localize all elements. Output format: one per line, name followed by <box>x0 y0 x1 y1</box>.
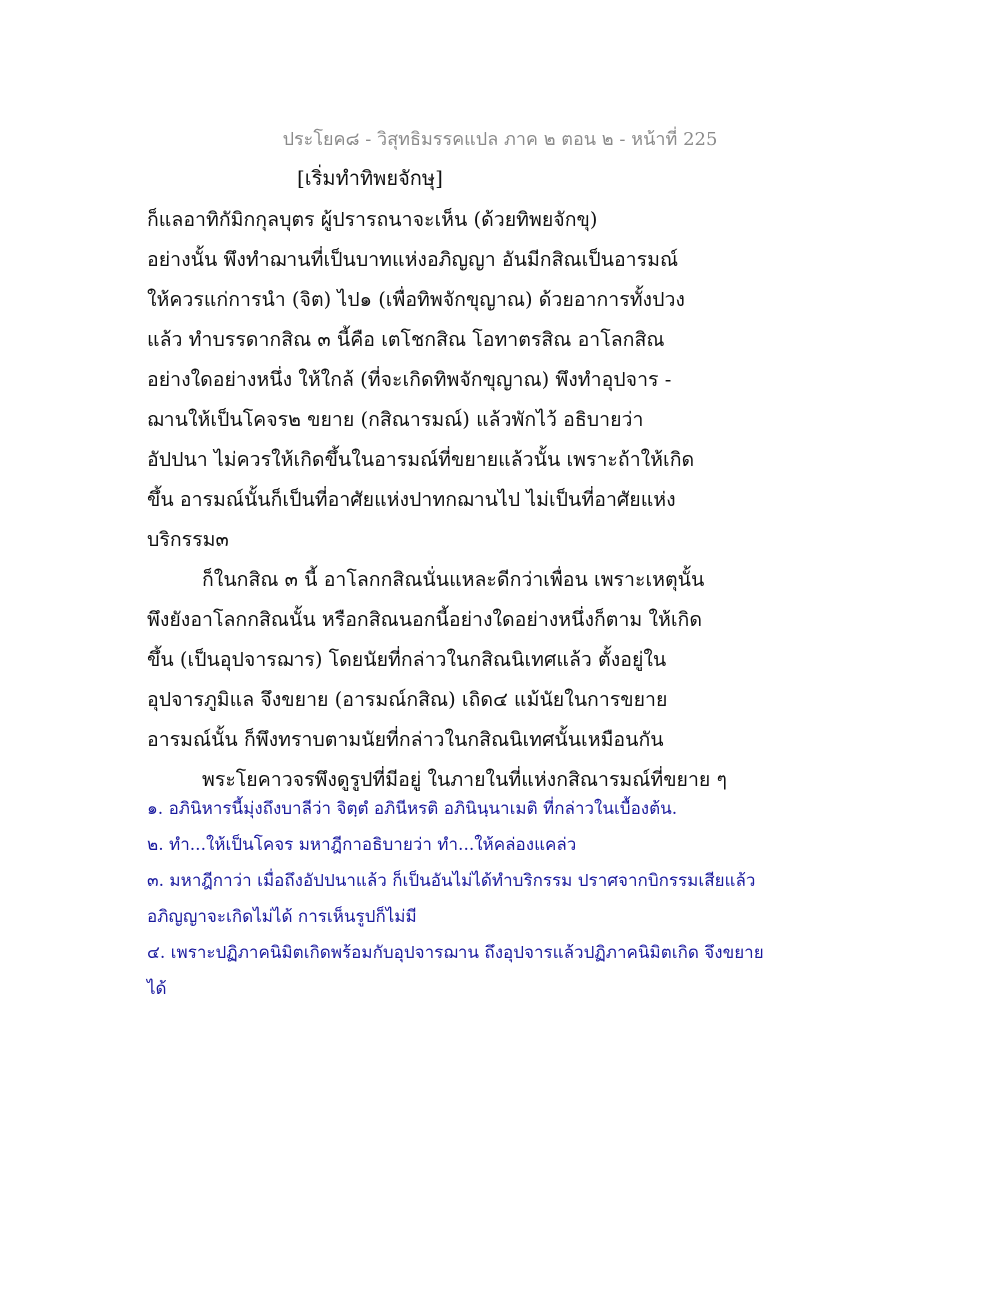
body-line: อย่างนั้น พึงทำฌานที่เป็นบาทแห่งอภิญญา อันมีกสิณเป็นอารมณ์ <box>147 248 679 271</box>
footnote-1: ๑. อภินิหารนี้มุ่งถึงบาลีว่า จิตฺตํ อภินีหรติ อภินินฺนาเมติ ที่กล่าวในเบื้องต้น. <box>147 799 678 819</box>
body-line: ก็แลอาทิกัมิกกุลบุตร ผู้ปรารถนาจะเห็น (ด้วยทิพยจักขุ) <box>147 208 598 231</box>
section-title: [เริ่มทำทิพยจักษุ] <box>297 166 443 190</box>
body-line: ขึ้น อารมณ์นั้นก็เป็นที่อาศัยแห่งปาทกฌานไป ไม่เป็นที่อาศัยแห่ง <box>147 488 676 511</box>
paragraph-start: พระโยคาวจรพึงดูรูปที่มีอยู่ ในภายในที่แห่งกสิณารมณ์ที่ขยาย ๆ <box>202 768 728 791</box>
footnote-4-continued: ได้ <box>147 979 167 999</box>
footnote-3: ๓. มหาฎีกาว่า เมื่อถึงอัปปนาแล้ว ก็เป็นอันไม่ได้ทำบริกรรม ปราศจากบิกรรมเสียแล้ว <box>147 871 756 891</box>
body-line: ฌานให้เป็นโคจร๒ ขยาย (กสิณารมณ์) แล้วพักไว้ อธิบายว่า <box>147 408 644 431</box>
footnote-3-continued: อภิญญาจะเกิดไม่ได้ การเห็นรูปก็ไม่มี <box>147 907 417 927</box>
body-line: อารมณ์นั้น ก็พึงทราบตามนัยที่กล่าวในกสิณนิเทศนั้นเหมือนกัน <box>147 728 664 751</box>
body-line: ขึ้น (เป็นอุปจารฌาร) โดยนัยที่กล่าวในกสิณนิเทศแล้ว ตั้งอยู่ใน <box>147 648 667 671</box>
body-line: แล้ว ทำบรรดากสิณ ๓ นี้คือ เตโชกสิณ โอทาตรสิณ อาโลกสิณ <box>147 328 665 351</box>
body-line: อัปปนา ไม่ควรให้เกิดขึ้นในอารมณ์ที่ขยายแล้วนั้น เพราะถ้าให้เกิด <box>147 448 695 471</box>
footnote-2: ๒. ทำ...ให้เป็นโคจร มหาฎีกาอธิบายว่า ทำ...ให้คล่องแคล่ว <box>147 835 577 855</box>
body-line: ให้ควรแก่การนำ (จิต) ไป๑ (เพื่อทิพจักขุญาณ) ด้วยอาการทั้งปวง <box>147 288 685 311</box>
body-text <box>147 200 767 800</box>
body-line: อุปจารภูมิแล จึงขยาย (อารมณ์กสิณ) เถิด๔ แม้นัยในการขยาย <box>147 688 668 711</box>
footnote-4: ๔. เพราะปฏิภาคนิมิตเกิดพร้อมกับอุปจารฌาน ถึงอุปจารแล้วปฏิภาคนิมิตเกิด จึงขยาย <box>147 943 764 963</box>
footnotes <box>147 791 847 1007</box>
body-line: อย่างใดอย่างหนึ่ง ให้ใกล้ (ที่จะเกิดทิพจักขุญาณ) พึงทำอุปจาร - <box>147 368 672 391</box>
paragraph-start: ก็ในกสิณ ๓ นี้ อาโลกกสิณนั่นแหละดีกว่าเพื่อน เพราะเหตุนั้น <box>202 568 705 591</box>
body-line: พึงยังอาโลกกสิณนั้น หรือกสิณนอกนี้อย่างใดอย่างหนึ่งก็ตาม ให้เกิด <box>147 608 702 631</box>
body-line: บริกรรม๓ <box>147 528 229 551</box>
running-header: ประโยค๘ - วิสุทธิมรรคแปล ภาค ๒ ตอน ๒ - หน้าที่ 225 <box>282 129 718 150</box>
